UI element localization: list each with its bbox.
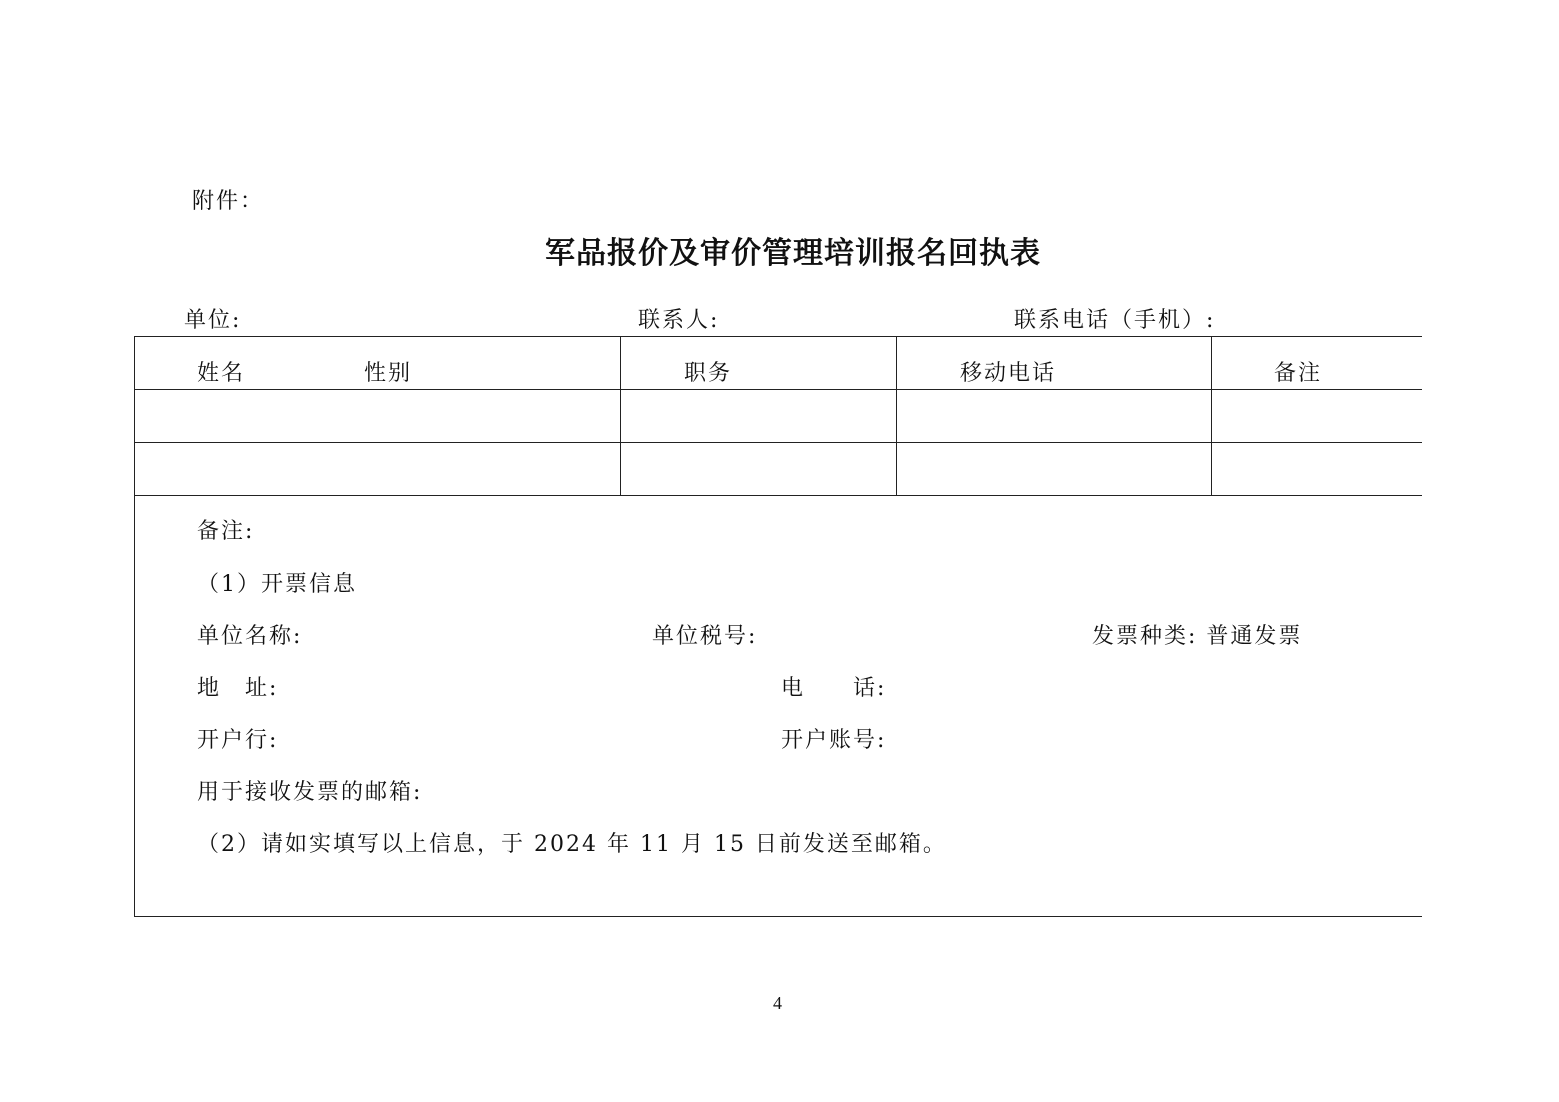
table-divider [134, 495, 1422, 496]
invoice-info-heading: （1）开票信息 [197, 572, 357, 597]
header-gender: 性别 [364, 361, 413, 386]
address-label: 地 址: [197, 676, 279, 701]
attachment-label: 附件： [192, 189, 265, 214]
header-position: 职务 [684, 361, 733, 386]
header-remarks: 备注 [1274, 361, 1323, 386]
tax-id-label: 单位税号: [652, 624, 758, 649]
bank-label: 开户行: [197, 728, 279, 753]
row-2-position-cell[interactable] [621, 443, 896, 495]
page-number: 4 [773, 993, 782, 1013]
row-2-name-gender-cell[interactable] [135, 443, 620, 495]
row-1-remarks-cell[interactable] [1212, 390, 1422, 442]
notes-heading: 备注: [197, 519, 255, 544]
header-name: 姓名 [197, 361, 246, 386]
contact-label: 联系人: [638, 308, 720, 333]
invoice-type-label: 发票种类: 普通发票 [1092, 624, 1303, 649]
row-2-mobile-cell[interactable] [897, 443, 1211, 495]
email-label: 用于接收发票的邮箱: [197, 780, 423, 805]
instruction-text: （2）请如实填写以上信息，于 2024 年 11 月 15 日前发送至邮箱。 [197, 832, 947, 857]
row-1-mobile-cell[interactable] [897, 390, 1211, 442]
unit-name-label: 单位名称: [197, 624, 303, 649]
phone-label: 联系电话（手机）: [1014, 308, 1216, 333]
row-1-position-cell[interactable] [621, 390, 896, 442]
unit-label: 单位: [184, 308, 242, 333]
row-2-remarks-cell[interactable] [1212, 443, 1422, 495]
invoice-phone-label: 电 话: [781, 676, 887, 701]
account-label: 开户账号: [781, 728, 887, 753]
row-1-name-gender-cell[interactable] [135, 390, 620, 442]
header-mobile: 移动电话 [960, 361, 1057, 386]
table-border-bottom [134, 916, 1422, 917]
table-border-top [134, 336, 1422, 337]
page-title: 军品报价及审价管理培训报名回执表 [545, 236, 1041, 271]
